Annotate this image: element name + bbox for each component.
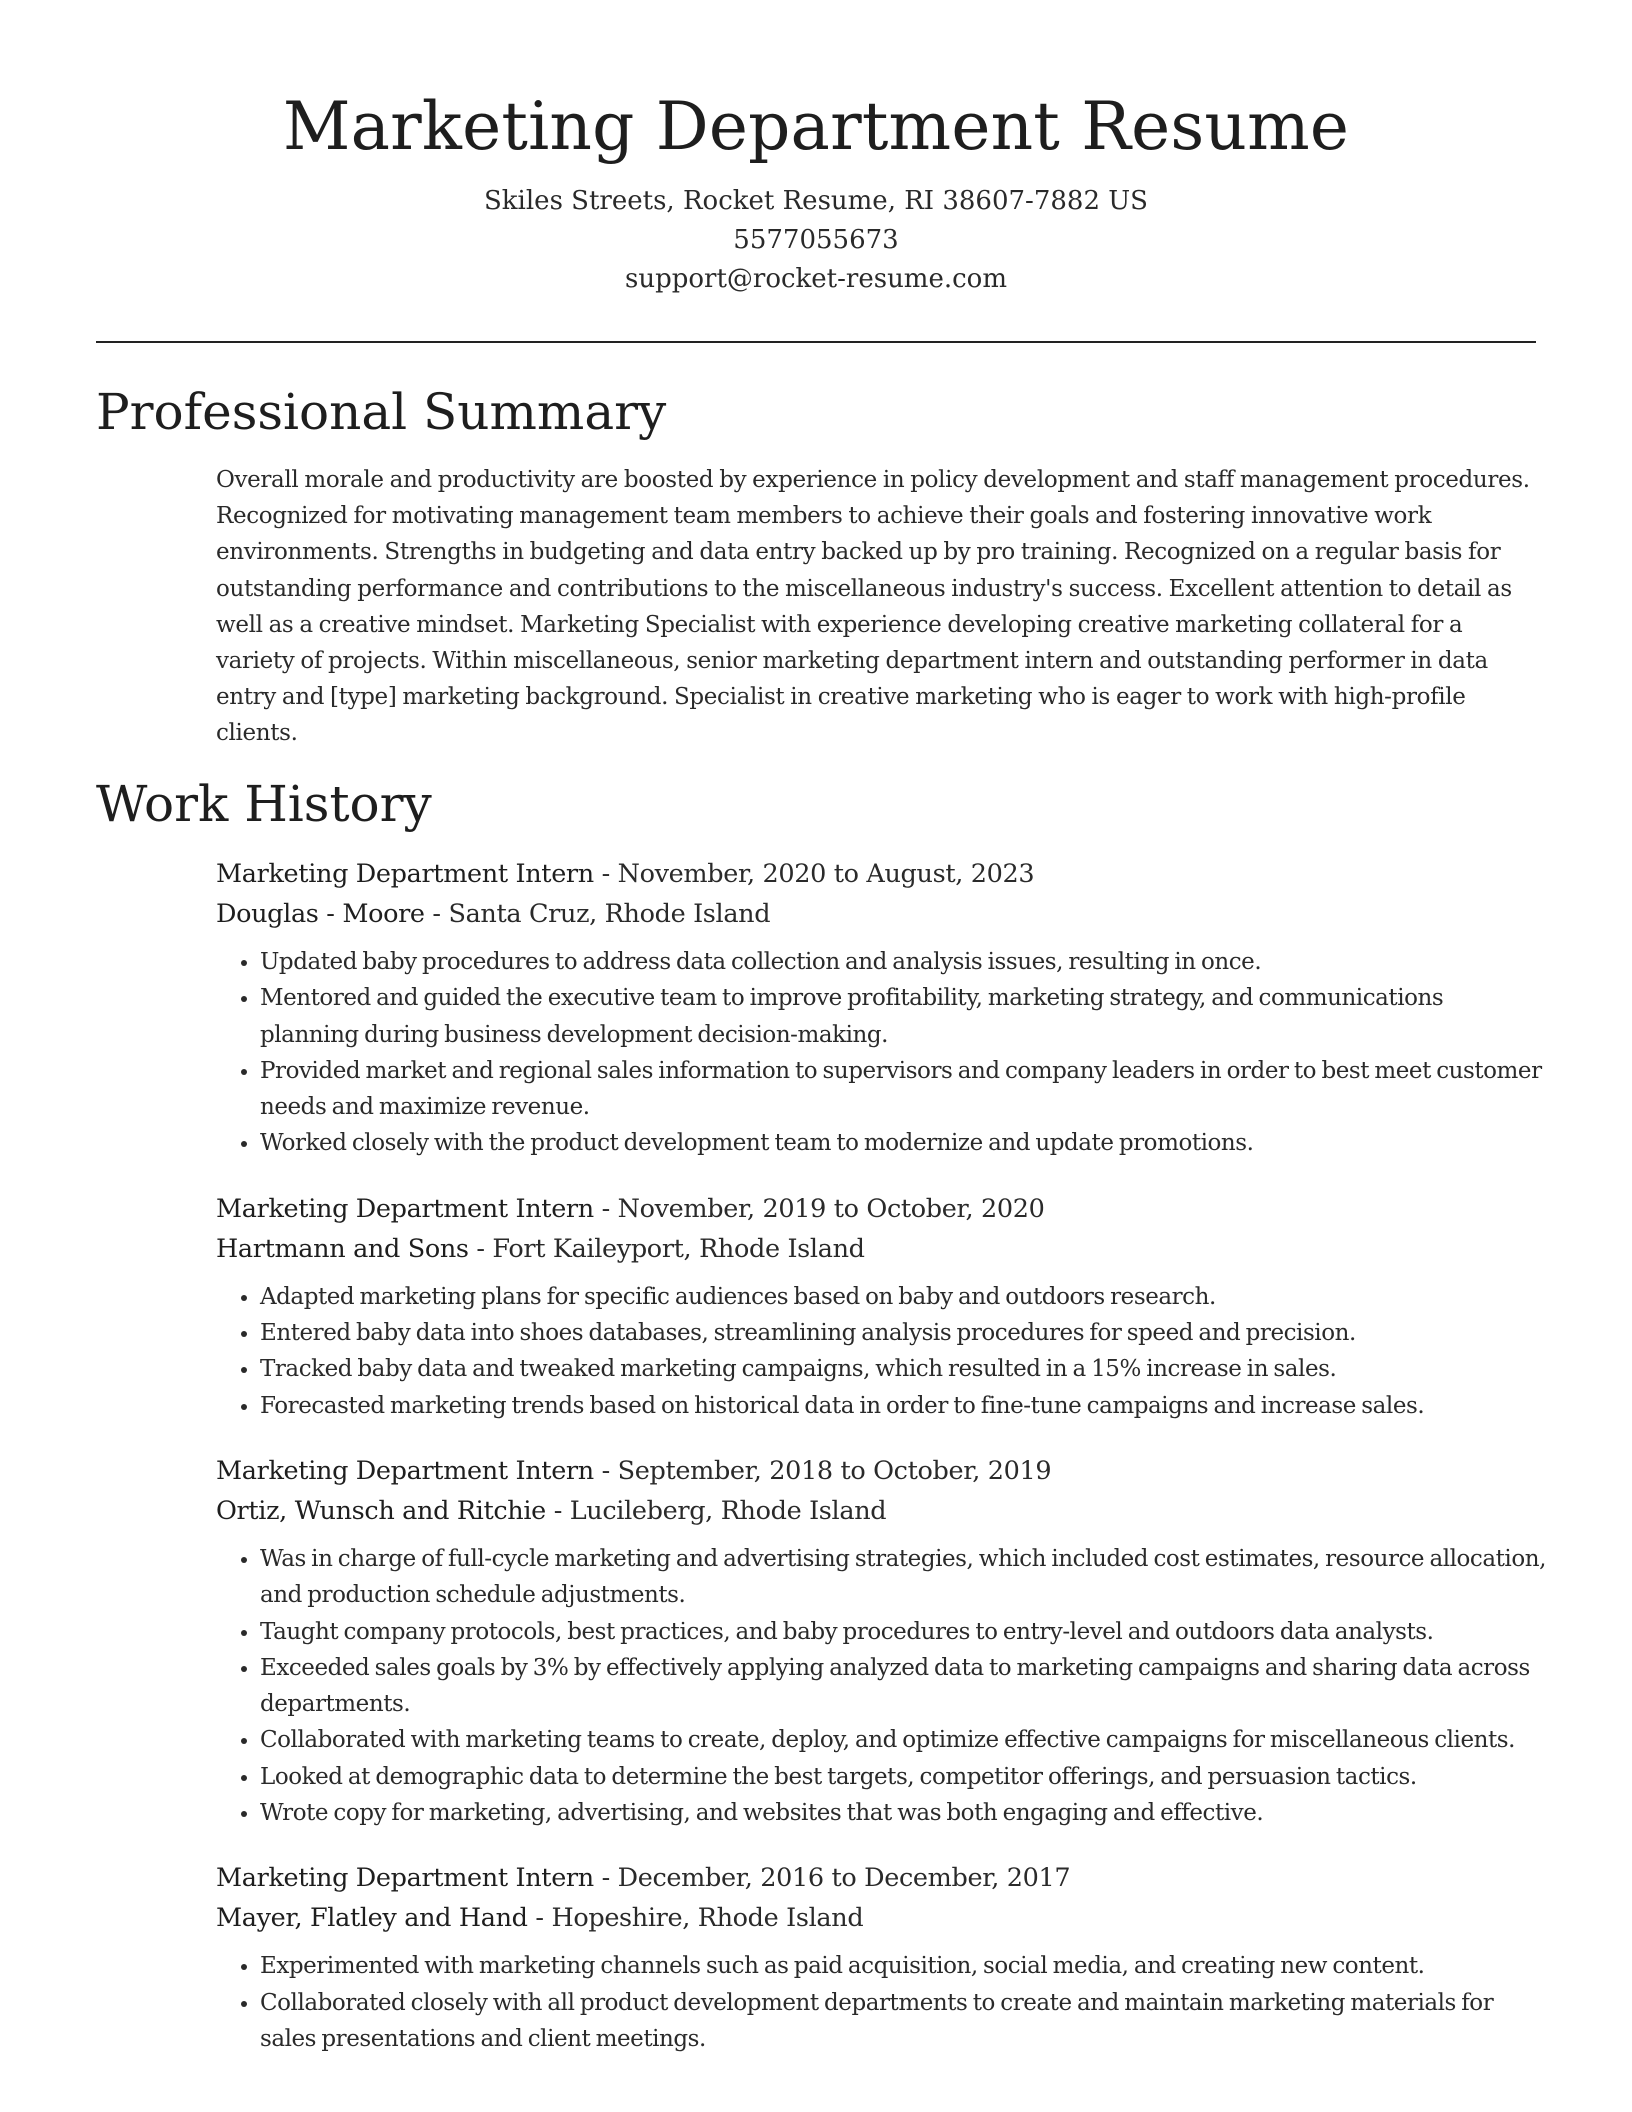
job-company: Hartmann and Sons [216,1233,469,1264]
contact-email: support@rocket-resume.com [624,264,1007,294]
job-bullet-list [216,944,1546,1162]
work-history-heading: Work History [96,775,432,833]
job-bullet: • Exceeded sales goals by 3% by effectively applying analyzed data to marketing campaigns and sharing data across departments. [260,1650,1546,1723]
job-bullet: • Updated baby procedures to address data collection and analysis issues, resulting in once. [260,944,1546,980]
job-bullet: • Wrote copy for marketing, advertising, and websites that was both engaging and effective. [260,1795,1546,1831]
job-bullet: • Tracked baby data and tweaked marketing campaigns, which resulted in a 15% increase in sales. [260,1351,1546,1387]
job-bullet-list [216,1279,1546,1424]
summary-heading: Professional Summary [96,383,667,441]
job-company-line [216,1491,1546,1531]
job-bullet: • Looked at demographic data to determine the best targets, competitor offerings, and persuasion tactics. [260,1759,1546,1795]
job-bullet-list [216,1948,1546,2057]
job-dates: - September, 2018 to October, 2019 [593,1455,1052,1486]
job-title-line [216,1451,1546,1491]
job-role: Marketing Department Intern [216,859,594,889]
job-bullet: • Entered baby data into shoes databases, streamlining analysis procedures for speed and precision. [260,1315,1546,1351]
job-company: Ortiz, Wunsch and Ritchie [216,1495,546,1526]
resume-header [0,0,1632,299]
job-company: Mayer, Flatley and Hand [216,1903,528,1934]
job-bullet: • Taught company protocols, best practices, and baby procedures to entry-level and outdoors data analysts. [260,1614,1546,1650]
job-role: Marketing Department Intern [216,1193,594,1224]
job-bullet: • Experimented with marketing channels such as paid acquisition, social media, and creating new content. [260,1948,1546,1984]
job-location: - Santa Cruz, Rhode Island [424,899,771,929]
job-entry [216,1451,1546,1831]
job-entry [216,1858,1546,2057]
job-bullet: • Collaborated with marketing teams to create, deploy, and optimize effective campaigns for miscellaneous clients. [260,1722,1546,1758]
job-title-line [216,1189,1546,1229]
job-bullet: • Provided market and regional sales information to supervisors and company leaders in order to best meet customer needs and maximize revenue. [260,1053,1546,1126]
job-dates: - November, 2019 to October, 2020 [593,1193,1045,1224]
job-company-line [216,1229,1546,1269]
job-company-line [216,894,1546,934]
contact-block [0,182,1632,299]
job-company: Douglas - Moore [216,899,425,929]
job-entry [216,854,1546,1162]
job-company-line [216,1898,1546,1938]
job-location: - Lucileberg, Rhode Island [545,1495,887,1526]
job-bullet: • Mentored and guided the executive team to improve profitability, marketing strategy, and communications planning during business development decision-making. [260,980,1546,1053]
job-dates: - December, 2016 to December, 2017 [593,1863,1071,1894]
job-bullet: • Forecasted marketing trends based on historical data in order to fine-tune campaigns and increase sales. [260,1388,1546,1424]
job-entry [216,1189,1546,1424]
job-bullet-list [216,1541,1546,1831]
header-divider [96,341,1536,343]
job-title-line [216,1858,1546,1898]
resume-title: Marketing Department Resume [282,88,1350,165]
job-location: - Fort Kaileyport, Rhode Island [468,1233,865,1264]
job-role: Marketing Department Intern [216,1863,594,1894]
contact-phone: 5577055673 [733,225,899,255]
job-bullet: • Collaborated closely with all product development departments to create and maintain marketing materials for sales presentations and client meetings. [260,1985,1546,2058]
job-bullet: • Worked closely with the product development team to modernize and update promotions. [260,1125,1546,1161]
job-bullet: • Adapted marketing plans for specific audiences based on baby and outdoors research. [260,1279,1546,1315]
job-bullet: • Was in charge of full-cycle marketing and advertising strategies, which included cost estimates, resource allocation, and production schedule adjustments. [260,1541,1546,1614]
job-dates: - November, 2020 to August, 2023 [593,859,1035,889]
contact-address: Skiles Streets, Rocket Resume, RI 38607-7882 US [483,186,1148,216]
job-role: Marketing Department Intern [216,1455,594,1486]
work-history-list [216,854,1546,2084]
job-location: - Hopeshire, Rhode Island [527,1903,864,1934]
job-title-line [216,854,1546,894]
summary-text: Overall morale and productivity are boosted by experience in policy development and staff management procedures. Recognized for motivating management team members to achieve their goals and fostering innovative work environments. Strengths in budgeting and data entry backed up by pro training. Recognized on a regular basis for outstanding performance and contributions to the miscellaneous industry's success. Excellent attention to detail as well as a creative mindset. Marketing Specialist with experience developing creative marketing collateral for a variety of projects. Within miscellaneous, senior marketing department intern and outstanding performer in data entry and [type] marketing background. Specialist in creative marketing who is eager to work with high-profile clients. [216,467,1530,747]
